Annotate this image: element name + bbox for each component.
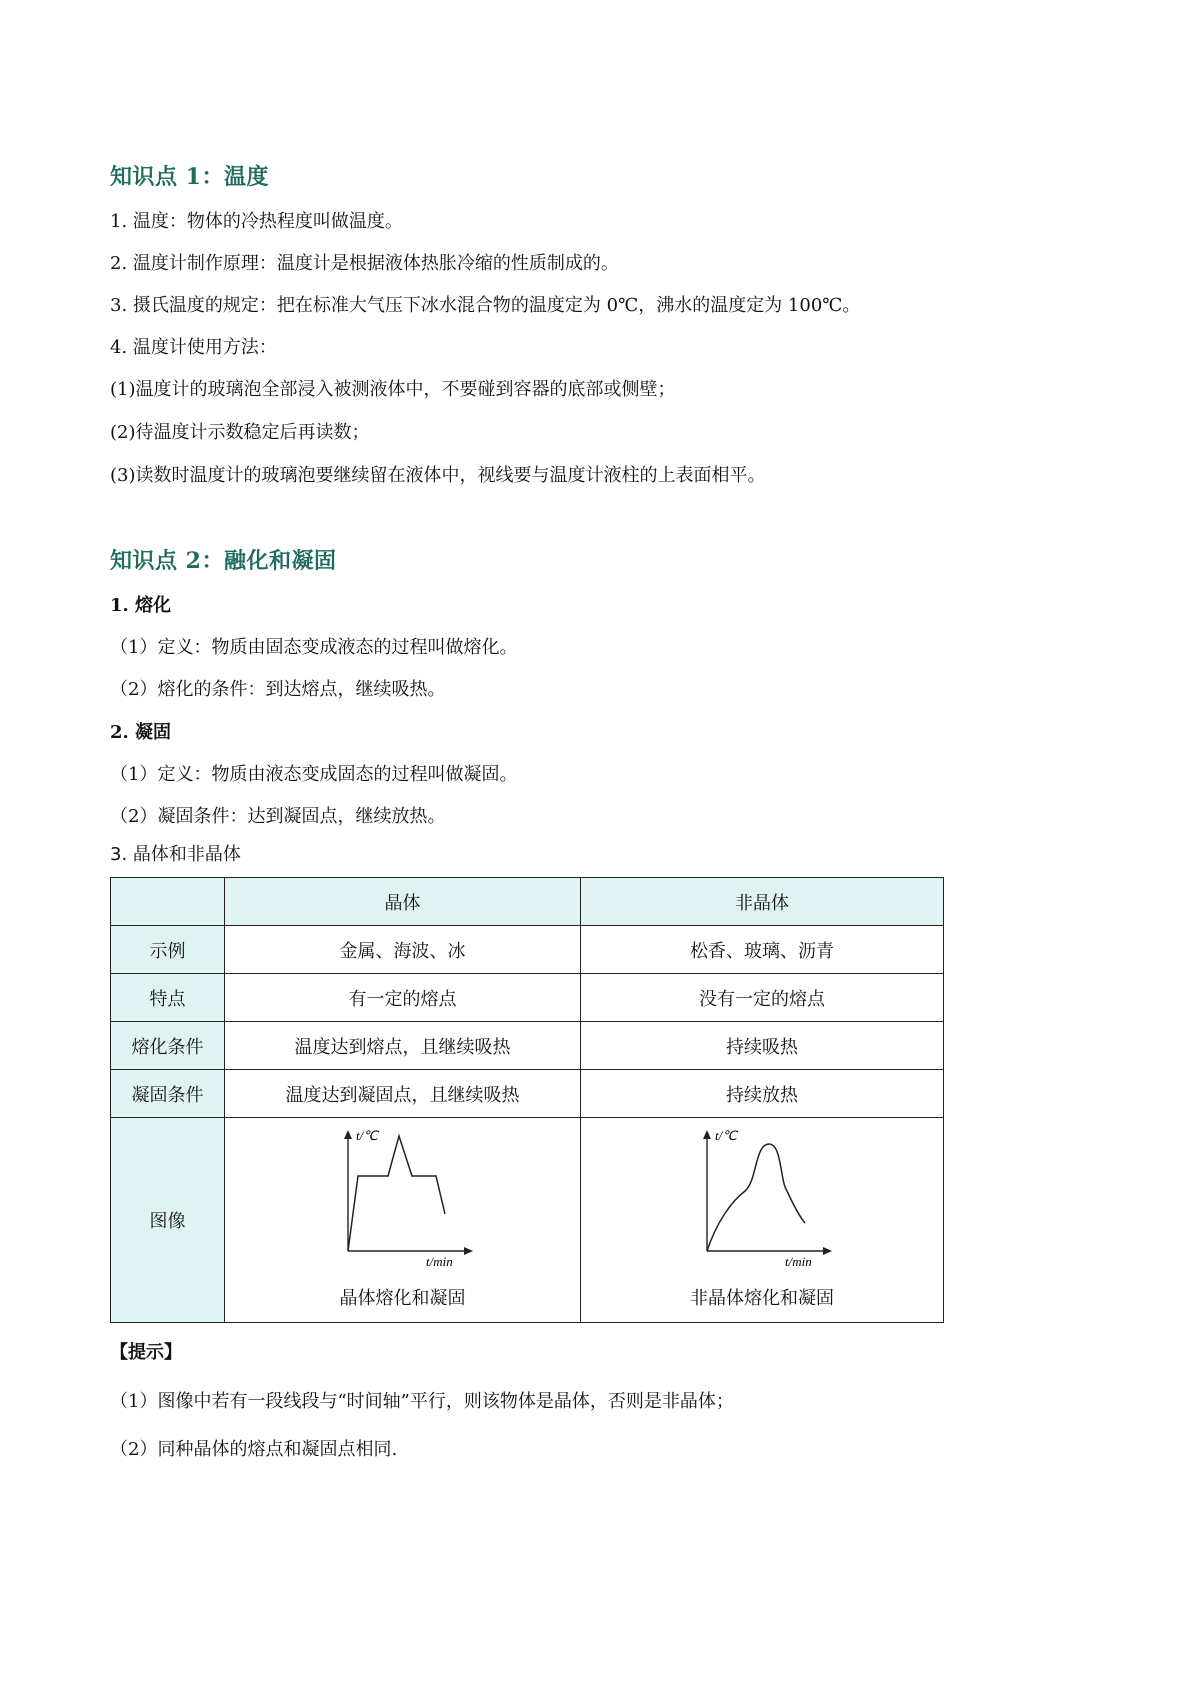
section2-heading: 知识点 2：融化和凝固 <box>110 548 337 574</box>
tip-line-2: （2）同种晶体的熔点和凝固点相同. <box>110 1439 398 1460</box>
graph-x-label: t/min <box>785 1254 812 1266</box>
graph-y-label: t/℃ <box>355 1128 378 1143</box>
table-cell: 有一定的熔点 <box>225 974 581 1022</box>
table-row-label: 熔化条件 <box>111 1022 225 1070</box>
section1-line-7: (3)读数时温度计的玻璃泡要继续留在液体中，视线要与温度计液柱的上表面相平。 <box>110 465 766 486</box>
table-row-label: 凝固条件 <box>111 1070 225 1118</box>
table-header-blank <box>111 878 225 926</box>
crystal-melting-graph <box>328 1126 478 1266</box>
table-row-label: 特点 <box>111 974 225 1022</box>
table-image-row <box>111 1118 944 1323</box>
table-row <box>111 1022 944 1070</box>
table-title: 3. 晶体和非晶体 <box>110 844 241 865</box>
solidifying-line-1: （1）定义：物质由液态变成固态的过程叫做凝固。 <box>110 764 518 785</box>
amorphous-melting-graph <box>687 1126 837 1266</box>
crystal-graph-cell <box>225 1118 581 1323</box>
table-cell: 金属、海波、冰 <box>225 926 581 974</box>
table-cell: 温度达到凝固点，且继续吸热 <box>225 1070 581 1118</box>
table-cell: 温度达到熔点，且继续吸热 <box>225 1022 581 1070</box>
amorphous-graph-caption: 非晶体熔化和凝固 <box>690 1288 834 1309</box>
section1-line-4: 4. 温度计使用方法： <box>110 337 277 358</box>
table-cell: 松香、玻璃、沥青 <box>581 926 944 974</box>
solidifying-title: 2. 凝固 <box>110 722 172 743</box>
amorphous-graph-cell <box>581 1118 944 1323</box>
section1-line-1: 1. 温度：物体的冷热程度叫做温度。 <box>110 211 403 232</box>
table-row <box>111 1070 944 1118</box>
crystal-graph-caption: 晶体熔化和凝固 <box>339 1288 466 1309</box>
table-cell: 没有一定的熔点 <box>581 974 944 1022</box>
tip-line-1: （1）图像中若有一段线段与“时间轴”平行，则该物体是晶体，否则是非晶体； <box>110 1391 734 1412</box>
section1-line-2: 2. 温度计制作原理：温度计是根据液体热胀冷缩的性质制成的。 <box>110 253 619 274</box>
table-cell: 持续吸热 <box>581 1022 944 1070</box>
melting-title: 1. 熔化 <box>110 595 172 616</box>
table-row <box>111 974 944 1022</box>
section1-line-5: (1)温度计的玻璃泡全部浸入被测液体中，不要碰到容器的底部或侧壁； <box>110 379 676 400</box>
section1-line-3: 3. 摄氏温度的规定：把在标准大气压下冰水混合物的温度定为 0℃，沸水的温度定为 100℃。 <box>110 295 861 316</box>
table-row-label: 图像 <box>111 1118 225 1323</box>
table-cell: 持续放热 <box>581 1070 944 1118</box>
melting-line-2: （2）熔化的条件：到达熔点，继续吸热。 <box>110 679 446 700</box>
crystal-comparison-table <box>110 877 944 1323</box>
table-header-amorphous: 非晶体 <box>581 878 944 926</box>
solidifying-line-2: （2）凝固条件：达到凝固点，继续放热。 <box>110 806 446 827</box>
graph-x-label: t/min <box>425 1254 453 1266</box>
tip-title: 【提示】 <box>110 1342 182 1363</box>
melting-line-1: （1）定义：物质由固态变成液态的过程叫做熔化。 <box>110 637 518 658</box>
table-header-row <box>111 878 944 926</box>
table-row <box>111 926 944 974</box>
table-header-crystal: 晶体 <box>225 878 581 926</box>
section1-heading: 知识点 1：温度 <box>110 164 269 190</box>
section1-line-6: (2)待温度计示数稳定后再读数； <box>110 422 370 443</box>
table-row-label: 示例 <box>111 926 225 974</box>
graph-y-label: t/℃ <box>715 1128 737 1143</box>
